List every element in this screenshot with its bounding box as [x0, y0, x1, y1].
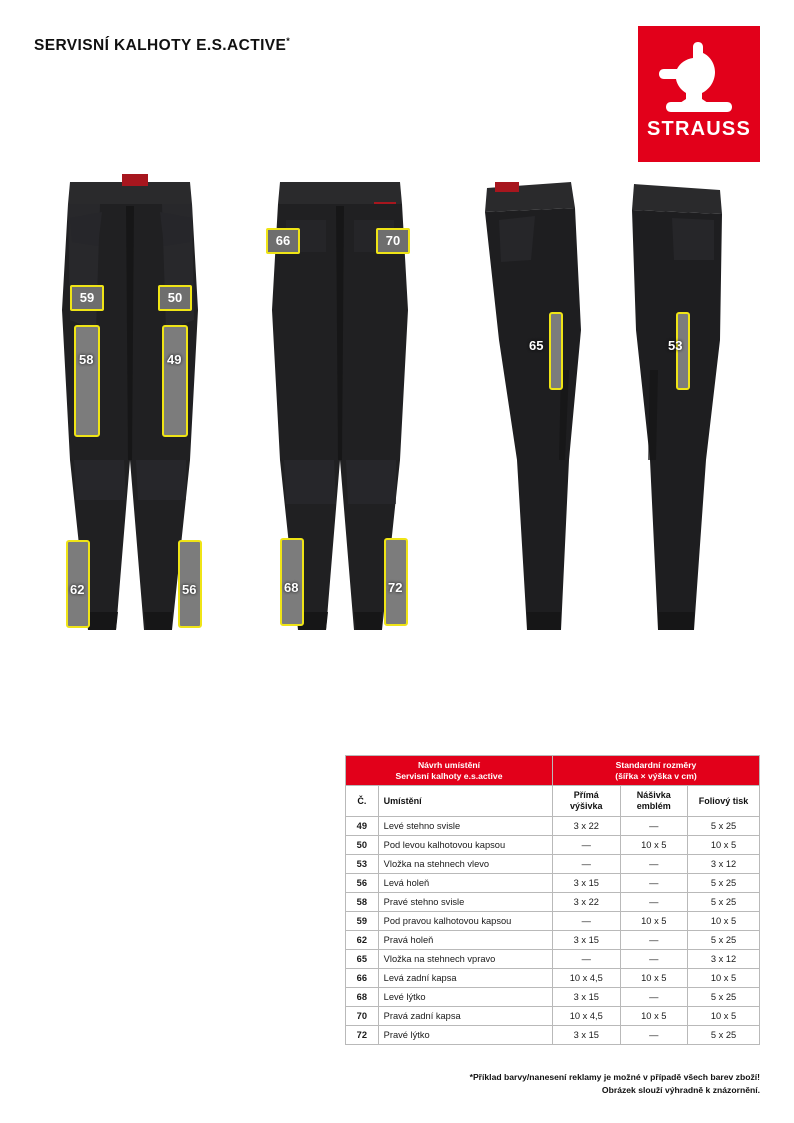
cell-location: Levé lýtko	[378, 988, 552, 1007]
cell-number: 62	[346, 931, 379, 950]
table-header-left-line2: Servisní kalhoty e.s.active	[395, 770, 503, 781]
pants-side-right-view	[465, 160, 595, 660]
cell-number: 65	[346, 950, 379, 969]
table-row	[346, 988, 760, 1007]
cell-print: 5 x 25	[688, 817, 760, 836]
cell-location: Pravá zadní kapsa	[378, 1007, 552, 1026]
cell-emblem: 10 x 5	[620, 912, 688, 931]
table-row	[346, 893, 760, 912]
cell-emblem: —	[620, 874, 688, 893]
cell-number: 53	[346, 855, 379, 874]
product-illustration	[0, 150, 794, 680]
table-header-banner	[346, 756, 760, 786]
placement-label-59: 59	[70, 285, 104, 311]
cell-print: 10 x 5	[688, 912, 760, 931]
placement-table-wrapper	[345, 755, 760, 1045]
pants-side-left-view	[610, 160, 740, 660]
cell-number: 49	[346, 817, 379, 836]
cell-location: Vložka na stehnech vpravo	[378, 950, 552, 969]
cell-location: Pravá holeň	[378, 931, 552, 950]
placement-number-58: 58	[79, 352, 94, 367]
cell-embroidery: 3 x 15	[552, 931, 620, 950]
cell-location: Pravé lýtko	[378, 1026, 552, 1045]
cell-number: 59	[346, 912, 379, 931]
cell-embroidery: 3 x 22	[552, 817, 620, 836]
cell-location: Levé stehno svisle	[378, 817, 552, 836]
placement-number-65: 65	[529, 338, 544, 353]
table-row	[346, 855, 760, 874]
footnote-line-2: Obrázek slouží výhradně k znázornění.	[601, 1085, 760, 1096]
cell-number: 56	[346, 874, 379, 893]
placement-patch-49	[162, 325, 188, 437]
cell-emblem: —	[620, 950, 688, 969]
cell-emblem: —	[620, 817, 688, 836]
placement-number-72: 72	[388, 580, 403, 595]
footnote	[470, 1071, 760, 1097]
cell-emblem: —	[620, 1026, 688, 1045]
page-title	[34, 36, 290, 55]
table-row	[346, 950, 760, 969]
table-header-left-line1: Návrh umístění	[417, 760, 481, 770]
column-header-emblem: Nášivka emblém	[620, 786, 688, 817]
placement-patch-58	[74, 325, 100, 437]
cell-embroidery: —	[552, 855, 620, 874]
table-row	[346, 1007, 760, 1026]
cell-print: 10 x 5	[688, 969, 760, 988]
cell-embroidery: —	[552, 912, 620, 931]
cell-emblem: —	[620, 931, 688, 950]
cell-emblem: —	[620, 988, 688, 1007]
cell-number: 58	[346, 893, 379, 912]
cell-embroidery: 10 x 4,5	[552, 969, 620, 988]
cell-print: 3 x 12	[688, 950, 760, 969]
cell-number: 66	[346, 969, 379, 988]
pants-back-view	[250, 160, 430, 660]
cell-location: Vložka na stehnech vlevo	[378, 855, 552, 874]
cell-print: 10 x 5	[688, 836, 760, 855]
placement-label-66: 66	[266, 228, 300, 254]
page-title-text: SERVISNÍ KALHOTY E.S.ACTIVE	[34, 37, 287, 55]
column-header-location: Umístění	[378, 786, 552, 817]
placement-table	[345, 755, 760, 1045]
cell-emblem: 10 x 5	[620, 1007, 688, 1026]
table-row	[346, 874, 760, 893]
placement-number-68: 68	[284, 580, 299, 595]
column-header-number: Č.	[346, 786, 379, 817]
table-row	[346, 817, 760, 836]
cell-embroidery: 3 x 15	[552, 874, 620, 893]
cell-emblem: 10 x 5	[620, 969, 688, 988]
placement-label-70: 70	[376, 228, 410, 254]
cell-emblem: —	[620, 893, 688, 912]
cell-location: Levá holeň	[378, 874, 552, 893]
table-header-right	[552, 756, 759, 786]
cell-embroidery: 3 x 15	[552, 1026, 620, 1045]
cell-emblem: 10 x 5	[620, 836, 688, 855]
strauss-logo-text: STRAUSS	[647, 118, 751, 140]
cell-location: Pod pravou kalhotovou kapsou	[378, 912, 552, 931]
column-header-print: Foliový tisk	[688, 786, 760, 817]
strauss-anvil-icon	[657, 38, 741, 116]
placement-label-50: 50	[158, 285, 192, 311]
footnote-line-1: *Příklad barvy/nanesení reklamy je možné v případě všech barev zboží!	[469, 1072, 760, 1083]
placement-number-62: 62	[70, 582, 85, 597]
cell-number: 68	[346, 988, 379, 1007]
placement-patch-65	[549, 312, 563, 390]
table-header-left	[346, 756, 553, 786]
table-row	[346, 931, 760, 950]
cell-number: 70	[346, 1007, 379, 1026]
table-row	[346, 969, 760, 988]
table-header-right-line2: (šířka × výška v cm)	[615, 770, 697, 781]
cell-print: 10 x 5	[688, 1007, 760, 1026]
cell-location: Pravé stehno svisle	[378, 893, 552, 912]
pants-front-view	[40, 160, 220, 660]
placement-number-53: 53	[668, 338, 683, 353]
table-row	[346, 1026, 760, 1045]
column-header-embroidery: Přímá výšivka	[552, 786, 620, 817]
cell-embroidery: 3 x 15	[552, 988, 620, 1007]
cell-print: 5 x 25	[688, 1026, 760, 1045]
cell-print: 5 x 25	[688, 874, 760, 893]
page-title-asterisk: *	[286, 36, 291, 46]
cell-emblem: —	[620, 855, 688, 874]
cell-number: 72	[346, 1026, 379, 1045]
cell-embroidery: —	[552, 950, 620, 969]
cell-print: 5 x 25	[688, 893, 760, 912]
cell-print: 5 x 25	[688, 988, 760, 1007]
table-row	[346, 836, 760, 855]
placement-number-49: 49	[167, 352, 182, 367]
cell-location: Levá zadní kapsa	[378, 969, 552, 988]
cell-embroidery: —	[552, 836, 620, 855]
cell-embroidery: 3 x 22	[552, 893, 620, 912]
table-row	[346, 912, 760, 931]
cell-location: Pod levou kalhotovou kapsou	[378, 836, 552, 855]
cell-number: 50	[346, 836, 379, 855]
cell-print: 5 x 25	[688, 931, 760, 950]
cell-embroidery: 10 x 4,5	[552, 1007, 620, 1026]
placement-number-56: 56	[182, 582, 197, 597]
table-header-right-line1: Standardní rozměry	[615, 760, 697, 770]
table-body	[346, 817, 760, 1045]
cell-print: 3 x 12	[688, 855, 760, 874]
strauss-logo	[638, 26, 760, 162]
table-column-headers	[346, 786, 760, 817]
